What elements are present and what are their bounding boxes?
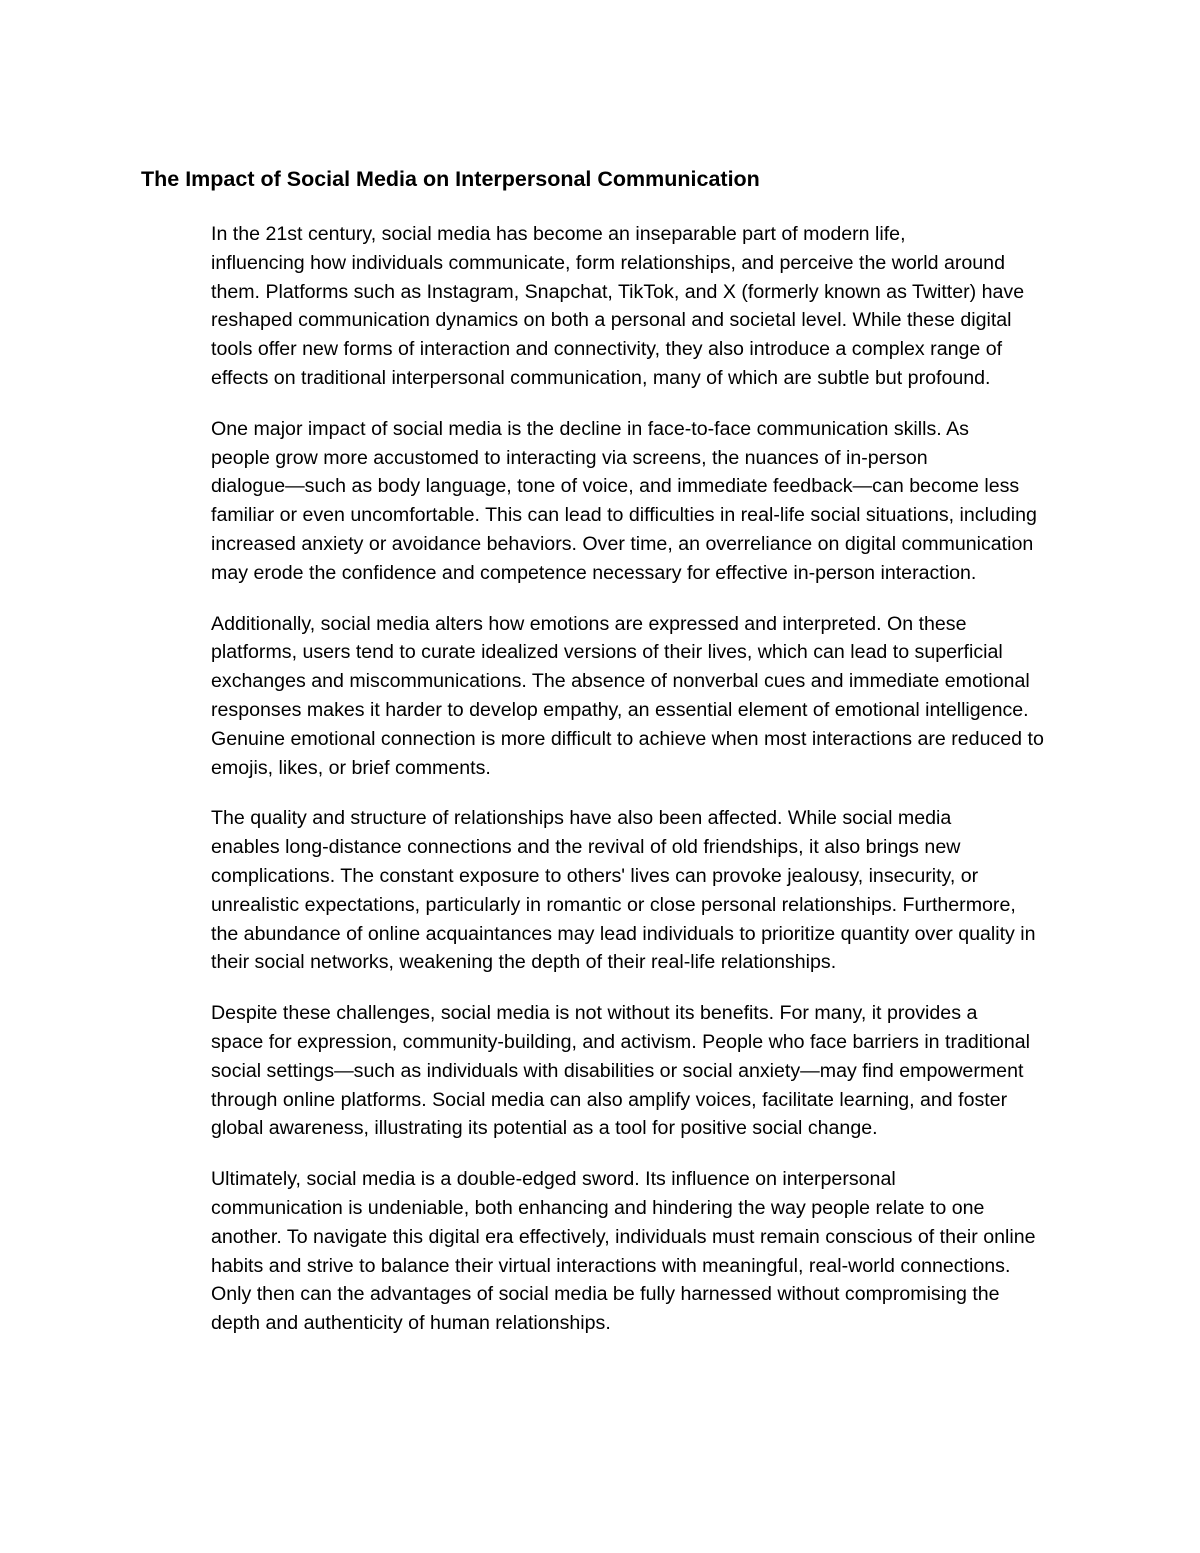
text-line: enables long-distance connections and the revival of old friendships, it also brings new (211, 836, 961, 859)
text-line: depth and authenticity of human relationships. (211, 1312, 611, 1335)
text-line: through online platforms. Social media can also amplify voices, facilitate learning, and foster (211, 1088, 1008, 1111)
text-line: Only then can the advantages of social media be fully harnessed without compromising the (211, 1283, 1000, 1306)
text-line: social settings—such as individuals with disabilities or social anxiety—may find empowerment (211, 1059, 1024, 1082)
text-line: space for expression, community-building, and activism. People who face barriers in traditional (211, 1030, 1030, 1053)
text-line: complications. The constant exposure to others' lives can provoke jealousy, insecurity, or (211, 864, 979, 887)
text-line: Despite these challenges, social media is not without its benefits. For many, it provides a (211, 1002, 978, 1025)
text-line: habits and strive to balance their virtual interactions with meaningful, real-world connections. (211, 1254, 1011, 1277)
text-line: dialogue—such as body language, tone of voice, and immediate feedback—can become less (211, 475, 1020, 498)
text-line: them. Platforms such as Instagram, Snapchat, TikTok, and X (formerly known as Twitter) have (211, 280, 1025, 303)
text-line: their social networks, weakening the depth of their real-life relationships. (211, 951, 837, 974)
text-line: tools offer new forms of interaction and connectivity, they also introduce a complex range of (211, 338, 1003, 361)
text-line: Additionally, social media alters how emotions are expressed and interpreted. On these (211, 612, 967, 635)
text-line: influencing how individuals communicate, form relationships, and perceive the world around (211, 251, 1005, 274)
text-line: responses makes it harder to develop empathy, an essential element of emotional intelligence. (211, 698, 1029, 721)
text-line: emojis, likes, or brief comments. (211, 756, 491, 779)
text-line: reshaped communication dynamics on both a personal and societal level. While these digital (211, 309, 1012, 332)
text-line: communication is undeniable, both enhancing and hindering the way people relate to one (211, 1196, 985, 1219)
text-line: exchanges and miscommunications. The absence of nonverbal cues and immediate emotional (211, 670, 1030, 693)
text-line: platforms, users tend to curate idealized versions of their lives, which can lead to superficial (211, 641, 1003, 664)
document-body (141, 164, 1061, 1360)
text-line: unrealistic expectations, particularly in romantic or close personal relationships. Furthermore, (211, 893, 1016, 916)
paragraph-5 (141, 999, 1061, 1143)
text-line: familiar or even uncomfortable. This can lead to difficulties in real-life social situations, including (211, 504, 1037, 527)
text-line: another. To navigate this digital era effectively, individuals must remain conscious of their online (211, 1225, 1036, 1248)
text-line: may erode the confidence and competence necessary for effective in-person interaction. (211, 561, 977, 584)
text-line: increased anxiety or avoidance behaviors. Over time, an overreliance on digital communication (211, 532, 1034, 555)
text-line: The quality and structure of relationships have also been affected. While social media (211, 807, 952, 830)
text-line: One major impact of social media is the decline in face-to-face communication skills. As (211, 417, 969, 440)
text-line: In the 21st century, social media has become an inseparable part of modern life, (211, 223, 906, 245)
text-line: Ultimately, social media is a double-edged sword. Its influence on interpersonal (211, 1168, 896, 1191)
text-line: effects on traditional interpersonal communication, many of which are subtle but profound. (211, 366, 991, 389)
paragraph-1 (141, 220, 1061, 393)
text-line: the abundance of online acquaintances may lead individuals to prioritize quantity over quality in (211, 922, 1036, 945)
document-title: The Impact of Social Media on Interpersonal Communication (141, 167, 760, 191)
text-line: Genuine emotional connection is more difficult to achieve when most interactions are reduced to (211, 727, 1044, 750)
paragraph-2 (141, 415, 1061, 588)
text-line: people grow more accustomed to interacting via screens, the nuances of in-person (211, 446, 928, 469)
paragraph-4 (141, 804, 1061, 977)
text-line: global awareness, illustrating its potential as a tool for positive social change. (211, 1117, 878, 1140)
paragraph-6 (141, 1165, 1061, 1338)
paragraph-3 (141, 610, 1061, 783)
